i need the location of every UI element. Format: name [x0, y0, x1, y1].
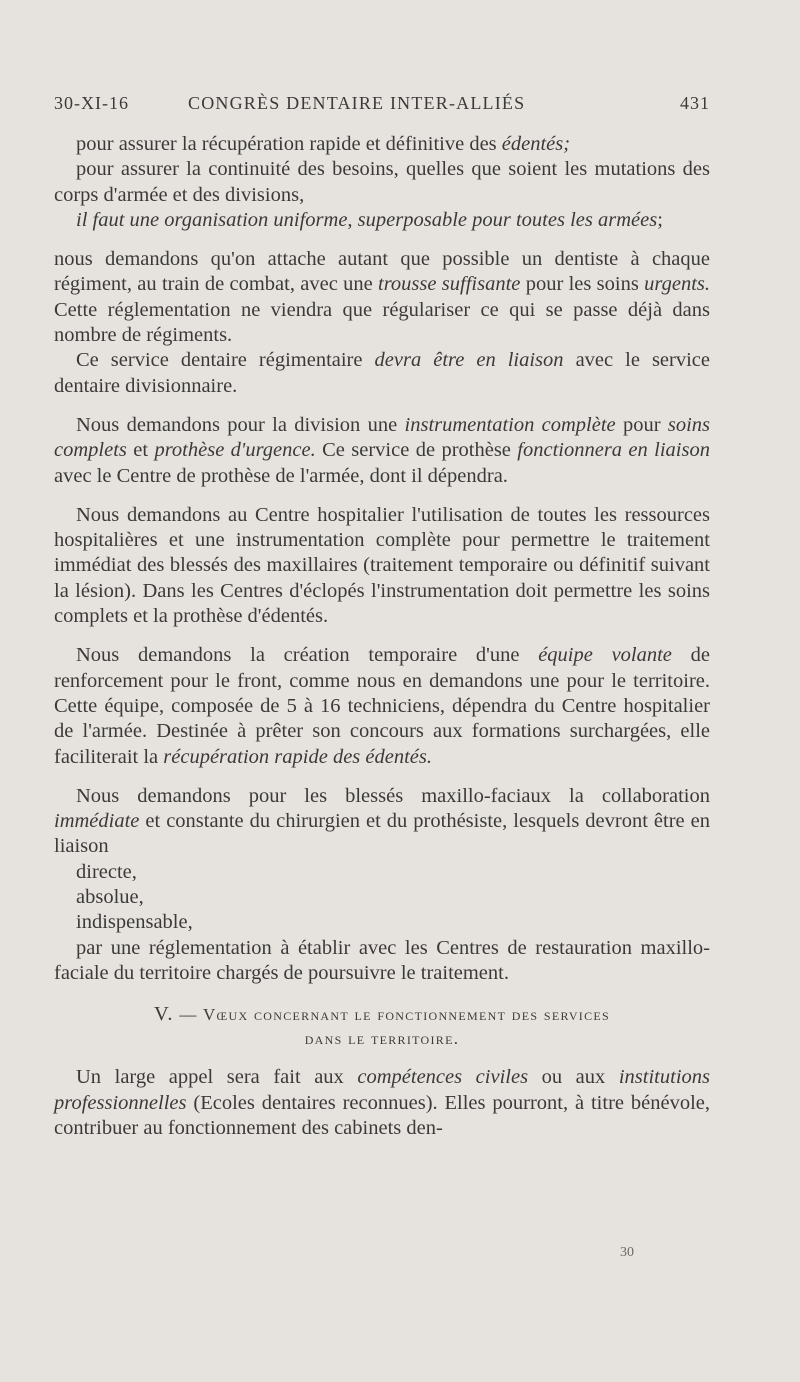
- text-run-italic: instrumentation complète: [404, 413, 616, 436]
- text-run: Nous demandons pour la division une: [76, 413, 405, 436]
- header-date: 30-XI-16: [54, 93, 129, 113]
- text-run-italic: récupération rapide des édentés.: [163, 745, 432, 768]
- list-item: directe,: [76, 860, 137, 883]
- text-run-italic: institutions professionnelles: [54, 1066, 710, 1114]
- paragraph-6: [54, 413, 710, 489]
- text-run: avec le Centre de prothèse de l'armée, dont il dépendra.: [54, 464, 508, 487]
- text-run: Ce service dentaire régimentaire: [76, 349, 375, 372]
- signature-mark: 30: [620, 1245, 634, 1260]
- text-run: et constante du chirurgien et du prothésiste, lesquels devront être en liaison: [54, 810, 710, 858]
- text-run-italic: fonctionnera en liaison: [517, 439, 710, 462]
- text-run-italic: immédiate: [54, 810, 140, 833]
- running-header: [54, 93, 710, 123]
- section-heading-line-1: [54, 1002, 710, 1027]
- page-number: 431: [680, 93, 710, 113]
- text-run: ;: [657, 208, 663, 231]
- paragraph-9: [54, 784, 710, 860]
- text-run: pour les soins: [520, 273, 645, 296]
- list-item: absolue,: [76, 886, 144, 909]
- text-run: Nous demandons la création temporaire d'une: [76, 644, 539, 667]
- text-run-italic: soins complets: [54, 413, 710, 462]
- paragraph-7: Nous demandons au Centre hospitalier l'utilisation de toutes les ressources hospitalières et une instrumentation complète pour permettre le traitement immédiat des blessés des maxillaires (traitement temporaire ou définitif suivant la lésion). Dans les Centres d'éclopés l'instrumentation doit permettre les soins complets et la prothèse d'édentés.: [54, 503, 710, 628]
- text-run: et: [126, 439, 155, 462]
- text-run: pour assurer la récupération rapide et définitive des: [76, 133, 502, 155]
- text-run: (Ecoles dentaires reconnues). Elles pourront, à titre bénévole, contribuer au fonctionnement des cabinets den-: [54, 1091, 710, 1139]
- text-run: nous demandons qu'on attache autant que possible un dentiste à chaque régiment, au train de combat, avec une: [54, 248, 710, 296]
- paragraph-1: [54, 132, 710, 157]
- section-number: V.: [153, 1003, 174, 1026]
- text-run-italic: prothèse d'urgence.: [154, 439, 316, 462]
- text-run: Nous demandons pour les blessés maxillo-faciaux la collaboration: [76, 784, 710, 807]
- text-run: Un large appel sera fait aux: [76, 1066, 358, 1089]
- list-item: indispensable,: [76, 911, 193, 934]
- section-heading-line-2: dans le territoire.: [304, 1029, 460, 1049]
- header-title: CONGRÈS DENTAIRE INTER-ALLIÉS: [188, 93, 526, 113]
- paragraph-8: [54, 643, 710, 769]
- paragraph-5: [54, 348, 710, 399]
- text-run-italic: équipe volante: [538, 644, 672, 667]
- paragraph-4: [54, 247, 710, 348]
- text-run-italic: compétences civiles: [357, 1066, 529, 1089]
- section-heading-text: — Vœux concernant le fonctionnement des services: [179, 1005, 611, 1025]
- body-text: [54, 132, 710, 1141]
- text-run-italic: il faut une organisation uniforme, superposable pour toutes les armées: [76, 208, 658, 231]
- text-run: de renforcement pour le front, comme nous en demandons une pour le territoire. Cette équipe, composée de 5 à 16 techniciens, dépendra du Centre hospitalier de l'armée. Destinée à prêter son concours aux formations surchargées, elle faciliterait la: [54, 644, 710, 768]
- text-run: Ce service de prothèse: [315, 439, 518, 462]
- text-run: pour: [615, 413, 668, 436]
- section-heading: [54, 1002, 710, 1051]
- text-run: ou aux: [528, 1066, 619, 1089]
- text-run-italic: trousse suffisante: [378, 273, 521, 296]
- paragraph-11: [54, 1065, 710, 1141]
- text-run-italic: édentés;: [501, 133, 571, 155]
- text-run-italic: devra être en liaison: [374, 349, 564, 372]
- text-run: Cette réglementation ne viendra que régulariser ce qui se passe déjà dans nombre de régiments.: [54, 298, 710, 347]
- paragraph-2: pour assurer la continuité des besoins, quelles que soient les mutations des corps d'armée et des divisions,: [54, 158, 710, 206]
- paragraph-3: [54, 208, 710, 233]
- text-run: avec le service dentaire divisionnaire.: [54, 349, 711, 397]
- text-run-italic: urgents.: [644, 273, 710, 296]
- paragraph-10: par une réglementation à établir avec les Centres de restauration maxillo-faciale du territoire chargés de poursuivre le traitement.: [54, 936, 710, 984]
